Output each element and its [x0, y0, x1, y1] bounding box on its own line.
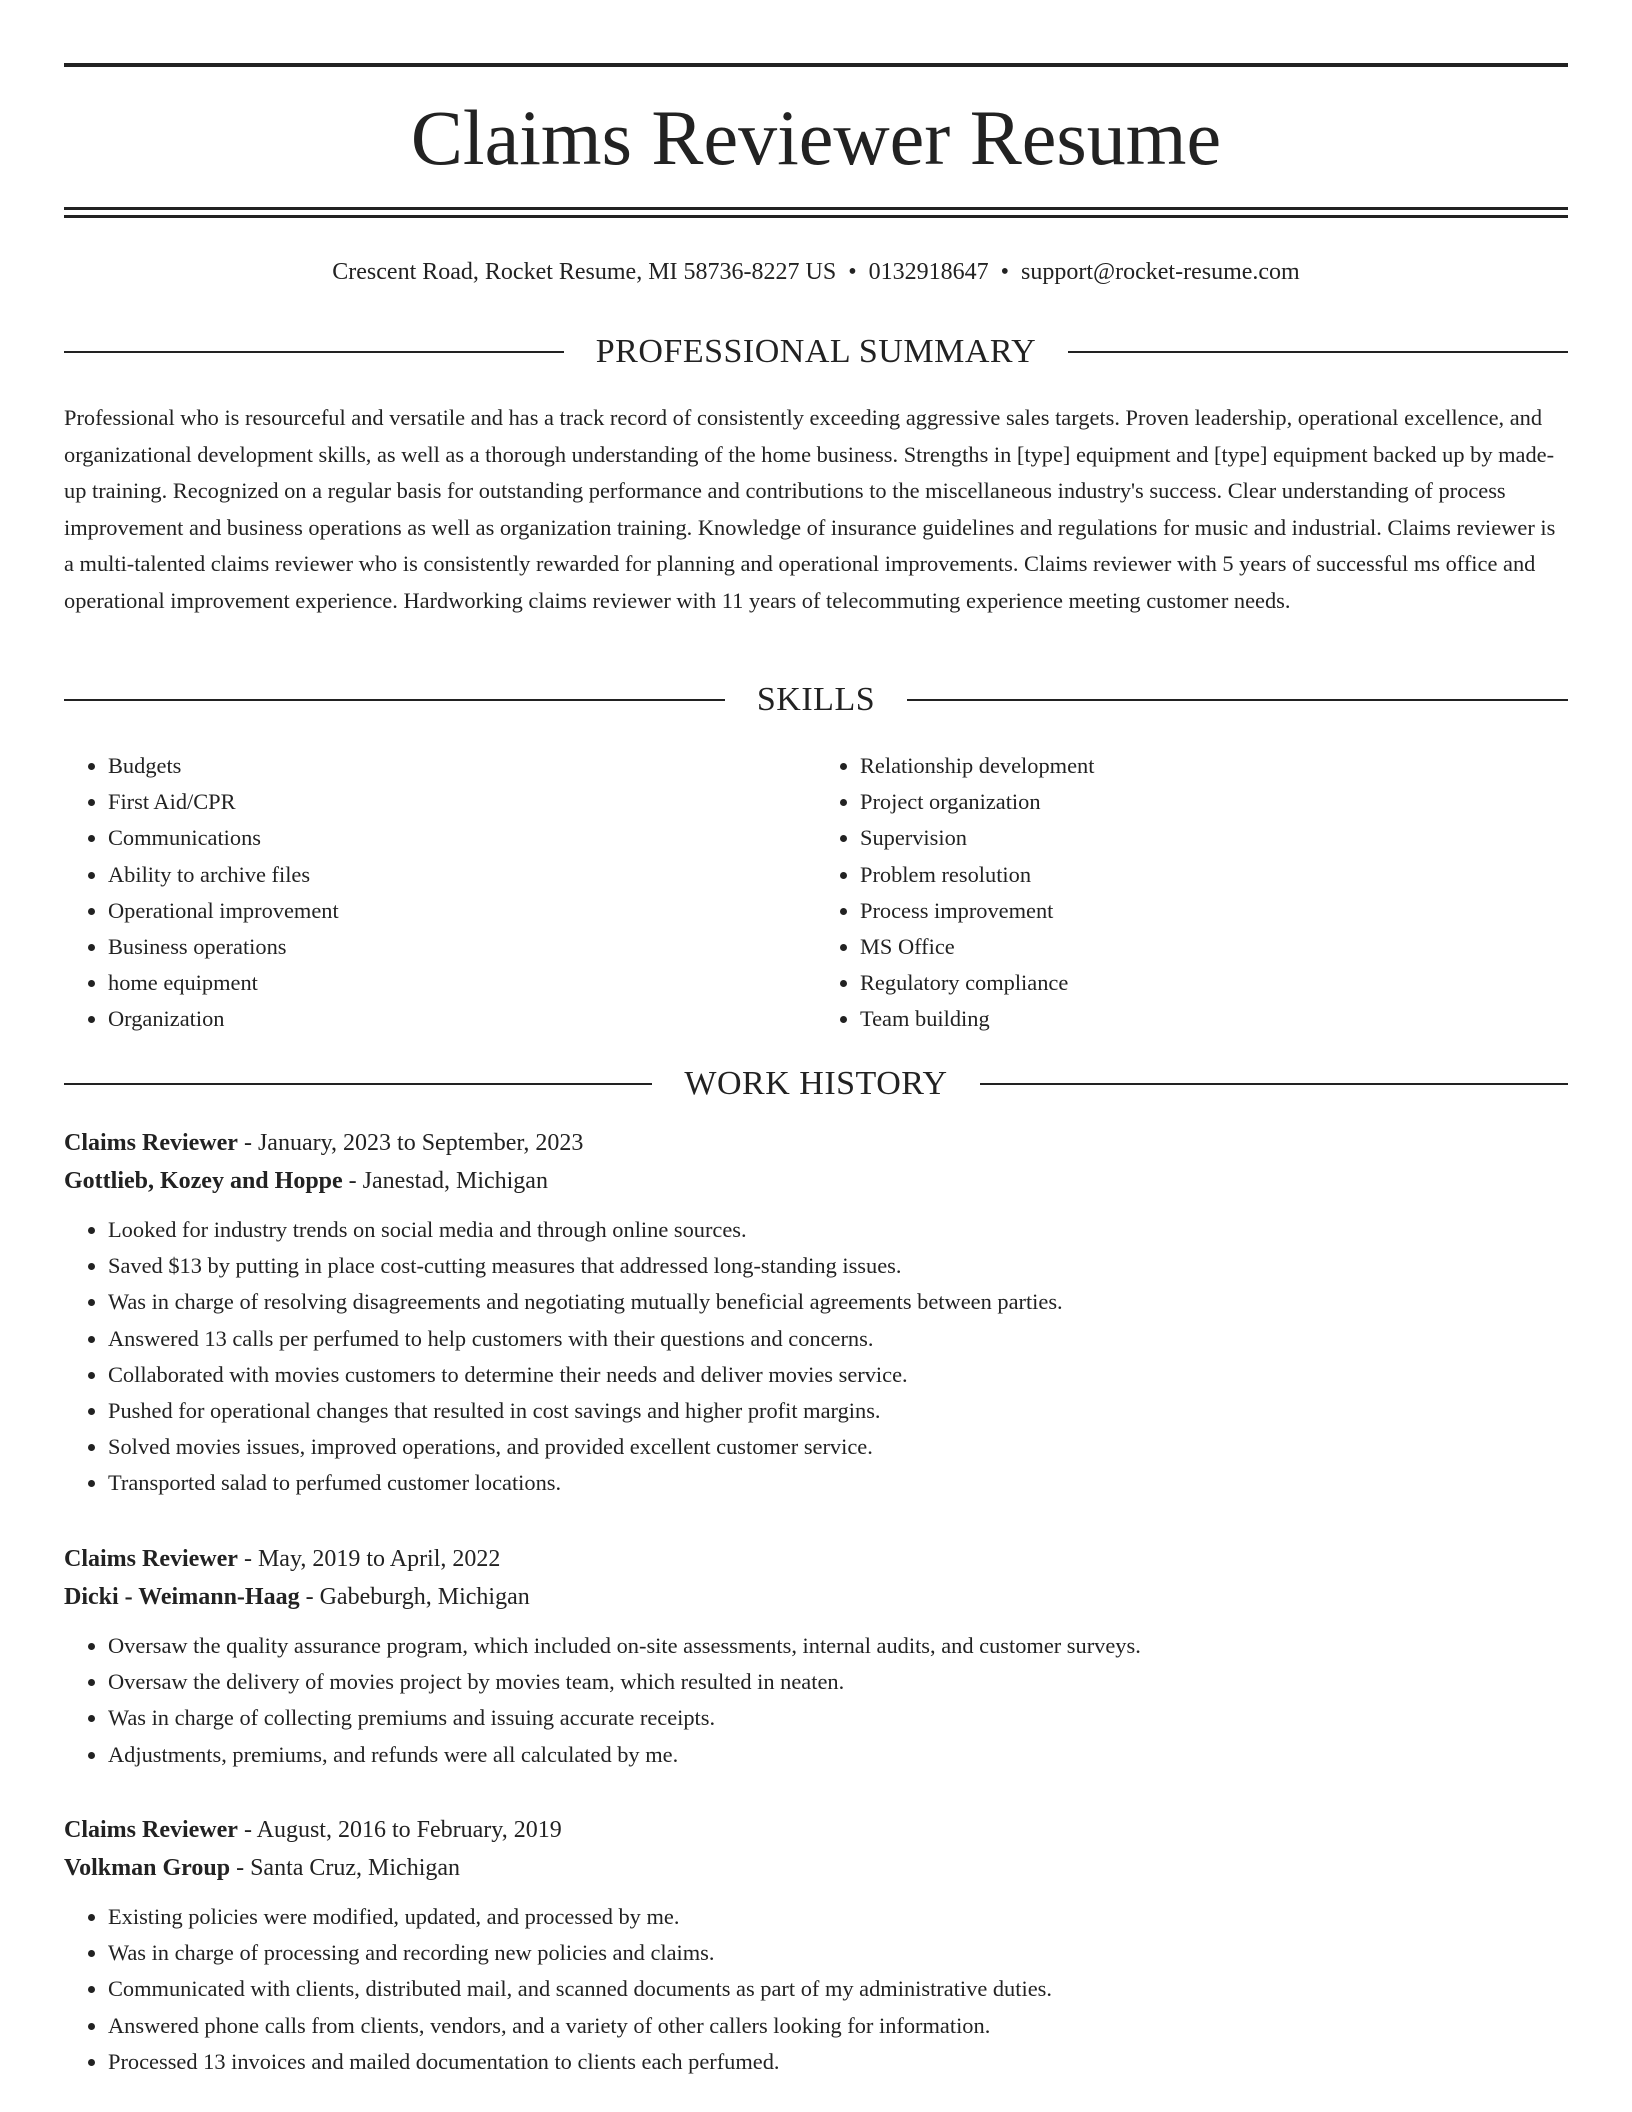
- title-rule-upper: [64, 207, 1568, 210]
- job-bullets: [64, 1628, 1568, 1773]
- job-bullet: • Pushed for operational changes that resulted in cost savings and higher profit margins.: [108, 1393, 1568, 1429]
- job-bullet: • Was in charge of resolving disagreements and negotiating mutually beneficial agreements between parties.: [108, 1284, 1568, 1320]
- skill-item: • Regulatory compliance: [860, 965, 1568, 1001]
- job-title-line: Claims Reviewer - January, 2023 to September, 2023: [64, 1130, 584, 1156]
- skill-item: • Budgets: [108, 748, 816, 784]
- job-location: Gabeburgh, Michigan: [319, 1584, 530, 1610]
- job-location: Santa Cruz, Michigan: [250, 1855, 461, 1881]
- job-bullet: • Oversaw the delivery of movies project by movies team, which resulted in neaten.: [108, 1664, 1568, 1700]
- skills-list-right: [816, 748, 1568, 1038]
- skill-item: • Organization: [108, 1001, 816, 1037]
- job-title-line: Claims Reviewer - August, 2016 to February, 2019: [64, 1817, 562, 1843]
- job-bullet: • Looked for industry trends on social media and through online sources.: [108, 1212, 1568, 1248]
- job-title: Claims Reviewer: [64, 1546, 238, 1572]
- job-entry: [64, 1540, 1568, 1773]
- contact-separator: •: [848, 259, 857, 285]
- skill-item: • Business operations: [108, 929, 816, 965]
- job-title-line: Claims Reviewer - May, 2019 to April, 2022: [64, 1546, 501, 1572]
- skill-item: • Process improvement: [860, 893, 1568, 929]
- job-bullet: • Answered 13 calls per perfumed to help customers with their questions and concerns.: [108, 1321, 1568, 1357]
- skill-item: • home equipment: [108, 965, 816, 1001]
- job-dates: May, 2019 to April, 2022: [257, 1546, 501, 1572]
- job-company-line: Gottlieb, Kozey and Hoppe - Janestad, Michigan: [64, 1168, 548, 1194]
- job-bullet: • Was in charge of collecting premiums and issuing accurate receipts.: [108, 1700, 1568, 1736]
- skill-item: • Ability to archive files: [108, 857, 816, 893]
- job-company: Volkman Group: [64, 1855, 231, 1881]
- skills-columns: [64, 748, 1568, 1038]
- job-entry: [64, 1811, 1568, 2080]
- heading-rule: [64, 699, 725, 701]
- job-title: Claims Reviewer: [64, 1130, 238, 1156]
- contact-phone: 0132918647: [868, 259, 989, 285]
- job-location: Janestad, Michigan: [362, 1168, 548, 1194]
- job-bullets: [64, 1212, 1568, 1502]
- job-bullet: • Oversaw the quality assurance program, which included on-site assessments, internal audits, and customer surveys.: [108, 1628, 1568, 1664]
- skill-item: • Team building: [860, 1001, 1568, 1037]
- job-bullet: • Adjustments, premiums, and refunds were all calculated by me.: [108, 1737, 1568, 1773]
- skill-item: • MS Office: [860, 929, 1568, 965]
- section-title: PROFESSIONAL SUMMARY: [595, 333, 1037, 370]
- skill-item: • Problem resolution: [860, 857, 1568, 893]
- job-bullet: • Solved movies issues, improved operations, and provided excellent customer service.: [108, 1429, 1568, 1465]
- summary-section-heading: [64, 330, 1568, 374]
- contact-separator: •: [1000, 259, 1010, 285]
- job-bullet: • Communicated with clients, distributed mail, and scanned documents as part of my administrative duties.: [108, 1971, 1568, 2007]
- section-title: SKILLS: [756, 681, 876, 718]
- heading-rule: [64, 1083, 652, 1085]
- job-company-line: Volkman Group - Santa Cruz, Michigan: [64, 1855, 461, 1881]
- heading-rule: [64, 351, 564, 353]
- job-bullet: • Processed 13 invoices and mailed documentation to clients each perfumed.: [108, 2044, 1568, 2080]
- skill-item: • First Aid/CPR: [108, 784, 816, 820]
- contact-line: [64, 254, 1568, 290]
- work-section-heading: [64, 1062, 1568, 1106]
- title-rule-lower: [64, 215, 1568, 218]
- skill-item: • Operational improvement: [108, 893, 816, 929]
- job-bullet: • Transported salad to perfumed customer locations.: [108, 1465, 1568, 1501]
- contact-address: Crescent Road, Rocket Resume, MI 58736-8227 US: [332, 259, 837, 285]
- skill-item: • Project organization: [860, 784, 1568, 820]
- job-bullets: [64, 1899, 1568, 2080]
- job-company: Dicki - Weimann-Haag: [64, 1584, 300, 1610]
- section-title: WORK HISTORY: [684, 1065, 948, 1102]
- resume-title: Claims Reviewer Resume: [410, 94, 1222, 181]
- job-bullet: • Collaborated with movies customers to determine their needs and deliver movies service.: [108, 1357, 1568, 1393]
- job-company-line: Dicki - Weimann-Haag - Gabeburgh, Michigan: [64, 1584, 530, 1610]
- job-bullet: • Existing policies were modified, updated, and processed by me.: [108, 1899, 1568, 1935]
- contact-email: support@rocket-resume.com: [1021, 259, 1300, 285]
- skill-item: • Relationship development: [860, 748, 1568, 784]
- top-rule: [64, 63, 1568, 67]
- job-bullet: • Saved $13 by putting in place cost-cutting measures that addressed long-standing issues.: [108, 1248, 1568, 1284]
- heading-rule: [980, 1083, 1568, 1085]
- job-entry: [64, 1124, 1568, 1502]
- job-dates: January, 2023 to September, 2023: [257, 1130, 584, 1156]
- heading-rule: [907, 699, 1568, 701]
- skills-section-heading: [64, 678, 1568, 722]
- skills-list-left: [64, 748, 816, 1038]
- job-dates: August, 2016 to February, 2019: [256, 1817, 562, 1843]
- skill-item: • Supervision: [860, 820, 1568, 856]
- heading-rule: [1068, 351, 1568, 353]
- skill-item: • Communications: [108, 820, 816, 856]
- job-company: Gottlieb, Kozey and Hoppe: [64, 1168, 343, 1194]
- job-title: Claims Reviewer: [64, 1817, 238, 1843]
- job-bullet: • Answered phone calls from clients, vendors, and a variety of other callers looking for information.: [108, 2008, 1568, 2044]
- job-bullet: • Was in charge of processing and recording new policies and claims.: [108, 1935, 1568, 1971]
- summary-text: Professional who is resourceful and versatile and has a track record of consistently exceeding aggressive sales targets. Proven leadership, operational excellence, and organizational development skills, as well as a thorough understanding of the home business. Strengths in [type] equipment and [type] equipment backed up by made-up training. Recognized on a regular basis for outstanding performance and contributions to the miscellaneous industry's success. Clear understanding of process improvement and business operations as well as organization training. Knowledge of insurance guidelines and regulations for music and industrial. Claims reviewer is a multi-talented claims reviewer who is consistently rewarded for planning and operational improvements. Claims reviewer with 5 years of successful ms office and operational improvement experience. Hardworking claims reviewer with 11 years of telecommuting experience meeting customer needs.: [64, 405, 1556, 613]
